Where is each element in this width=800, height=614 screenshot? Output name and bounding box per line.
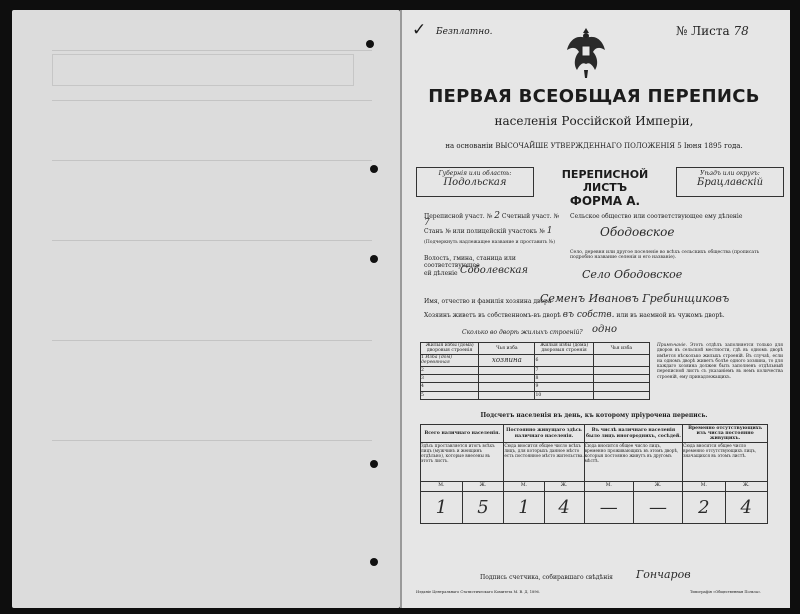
lives-suffix: или въ наемной въ чужомъ дворѣ.: [616, 312, 725, 319]
count-section-title: Подсчетъ населенія въ день, къ которому пріурочена перепись.: [480, 412, 708, 419]
uezd-box: [676, 167, 784, 197]
table-cell: [593, 354, 649, 366]
ghost-line: [52, 160, 372, 161]
punch-hole: [370, 165, 378, 173]
uezd-value: Брацлавскій: [696, 177, 764, 188]
sheet-number: 78: [733, 24, 749, 38]
note-heading: Примѣчаніе.: [657, 343, 687, 348]
table-cell: [479, 391, 535, 399]
subtitle: населенія Россійской Имперіи,: [494, 114, 694, 128]
count-value-visitors-m: —: [584, 491, 633, 523]
count-value-total-m: 1: [421, 491, 463, 523]
ghost-line: [52, 240, 372, 241]
checkmark: ✓: [412, 20, 427, 40]
society-value: Ободовское: [600, 225, 675, 239]
sheet-label: № Листа: [676, 24, 730, 38]
society-label: Сельское общество или соответствующее ему дѣленіе: [570, 213, 743, 220]
volost-label-2: ей дѣленіе: [424, 270, 458, 277]
punch-hole: [370, 255, 378, 263]
lives-row: [424, 312, 784, 319]
sex-label-m: М.: [584, 481, 633, 491]
owner-value: Семенъ Ивановъ Гребинщиковъ: [540, 292, 730, 305]
village-label: Село, деревня или другое поселеніе во всѣхъ сельскихъ общества (прописать подробно название селенія и его названіе).: [570, 250, 760, 261]
punch-hole: [370, 460, 378, 468]
row-number: 7: [535, 366, 593, 374]
ghost-line: [52, 440, 372, 441]
ghost-line: [52, 50, 372, 51]
sex-label-m: М.: [683, 481, 725, 491]
uchastok-row: [424, 213, 564, 227]
subtitle-decree: на основаніи ВЫСОЧАЙШЕ УТВЕРЖДЕННАГО ПОЛОЖЕНІЯ 5 Іюня 1895 года.: [445, 142, 743, 150]
note-block: [657, 343, 783, 380]
main-title: ПЕРВАЯ ВСЕОБЩАЯ ПЕРЕПИСЬ: [428, 86, 760, 107]
sex-label-f: Ж.: [633, 481, 682, 491]
count-table: [420, 424, 768, 524]
ghost-line: [52, 340, 372, 341]
lives-label: Хозяинъ живетъ въ собственномъ-въ дворѣ: [424, 312, 561, 319]
perepisn-value: 2: [494, 211, 500, 221]
col-owner: Чья изба: [479, 343, 535, 355]
stan-row: [424, 228, 564, 235]
table-cell: [593, 366, 649, 374]
count-value-visitors-f: —: [633, 491, 682, 523]
ghost-table: [52, 54, 354, 86]
col-houses: Жилыя избы (дома) дворовыя строенія: [421, 343, 479, 355]
desc-total: Здѣсь проставляется итогъ всѣхъ лицъ (мужчинъ и женщинъ отдѣльно), которые внесены въ этотъ листъ.: [421, 443, 504, 481]
row-number: 6: [535, 354, 593, 366]
sex-label-f: Ж.: [725, 481, 767, 491]
row-number: 10: [535, 391, 593, 399]
row-number: 1: [421, 355, 424, 361]
coat-of-arms-emblem: [565, 24, 607, 80]
header-visitors: Въ числѣ наличнаго населенія было лицъ иногороднихъ, сосѣдей.: [584, 425, 682, 443]
stan-value: 1: [546, 226, 553, 236]
row-number: 3: [421, 375, 479, 383]
owner-value-cell: хозяина: [479, 354, 535, 366]
sex-label-f: Ж.: [544, 481, 584, 491]
footer-left: Изданіе Центральнаго Статистическаго Комитета М. В. Д. 1896.: [416, 590, 540, 594]
row-number: 5: [421, 391, 479, 399]
table-cell: [479, 366, 535, 374]
signature-value: Гончаров: [636, 568, 691, 581]
guberniya-value: Подольская: [443, 177, 507, 188]
guberniya-label: Губернія или область:: [438, 170, 512, 177]
note-text: Этотъ отдѣлъ заполняется только для дворов въ сельской местности, гдѣ въ одномъ дворѣ имѣется нѣсколько жилыхъ строеній. Въ случаѣ, если на одномъ дворѣ живетъ болѣе одного хозяина, то для каждаго хозяина должен быть заполненъ отдѣльный переписной листъ съ указаніемъ въ немъ количества строеній, ему принадлежащихъ.: [657, 343, 783, 380]
left-page: [12, 10, 400, 608]
table-cell: [593, 375, 649, 383]
table-cell: [593, 391, 649, 399]
table-cell: [593, 383, 649, 391]
schetny-value: 7: [424, 218, 430, 228]
table-cell: [479, 375, 535, 383]
form-title: [540, 168, 670, 208]
count-value-total-f: 5: [462, 491, 504, 523]
count-value-absent-m: 2: [683, 491, 725, 523]
count-value-absent-f: 4: [725, 491, 767, 523]
buildings-value: одно: [592, 324, 617, 335]
stan-note: (Подчеркнуть надлежащее название и проставить №): [424, 240, 555, 245]
count-value-permanent-f: 4: [544, 491, 584, 523]
form-title-line2: ФОРМА А.: [569, 194, 641, 208]
table-cell: [479, 383, 535, 391]
buildings-label: Сколько во дворѣ жилыхъ строеній?: [462, 329, 583, 336]
uezd-label: Уѣздъ или округъ:: [700, 170, 760, 177]
row-number: 9: [535, 383, 593, 391]
sex-label-m: М.: [504, 481, 544, 491]
lives-value: въ собств.: [562, 310, 615, 320]
desc-absent: Сюда вносится общее число временно отсутствующихъ лицъ, значащихся въ этомъ листѣ.: [683, 443, 768, 481]
row-number: 8: [535, 375, 593, 383]
form-title-line1: ПЕРЕПИСНОЙ ЛИСТЪ: [561, 168, 649, 194]
desc-permanent: Сюда вносится общее число всѣхъ лицъ, для которыхъ данное мѣсто есть постоянное мѣсто жительства.: [504, 443, 584, 481]
owner-label: Имя, отчество и фамилія хозяина двора: [424, 298, 552, 305]
guberniya-box: [416, 167, 534, 197]
schetny-label: Счетный участ. №: [501, 213, 560, 220]
header-permanent: Постоянно живущаго здѣсь наличнаго населенія.: [504, 425, 584, 443]
header-total: Всего наличнаго населенія.: [421, 425, 504, 443]
ghost-line: [52, 100, 372, 101]
sex-label-m: М.: [421, 481, 463, 491]
row-number: 2: [421, 366, 479, 374]
count-value-permanent-m: 1: [504, 491, 544, 523]
volost-label: Волость, гмина, станица или соответствующее: [424, 255, 516, 269]
volost-value: Соболевская: [460, 265, 529, 276]
stan-label: Станъ № или полицейскій участокъ №: [424, 228, 545, 235]
signature-label: Подпись счетчика, собиравшаго свѣдѣнія: [480, 574, 613, 581]
sex-label-f: Ж.: [462, 481, 504, 491]
sheet-number-label: [676, 24, 749, 38]
col-owner-2: Чья изба: [593, 343, 649, 355]
punch-hole: [366, 40, 374, 48]
header-absent: Временно отсутствующихъ изъ числа постоянно живущихъ.: [683, 425, 768, 443]
perepisn-label: Переписной участ. №: [424, 213, 493, 220]
buildings-table: [420, 342, 650, 400]
free-label: Безплатно.: [436, 27, 493, 37]
table-cell: [421, 354, 479, 366]
desc-visitors: Сюда вносится общее число лицъ, временно проживающихъ въ этомъ дворѣ, которыя постоянно живутъ въ другомъ мѣстѣ.: [584, 443, 682, 481]
row-number: 4: [421, 383, 479, 391]
col-houses-2: Жилыя избы (дома) дворовыя строенія: [535, 343, 593, 355]
house-value: Изба (дом) деревянная: [421, 355, 452, 366]
village-value: Село Ободовское: [582, 268, 683, 281]
punch-hole: [370, 558, 378, 566]
footer-right: Типографія «Общественная Польза».: [690, 590, 762, 594]
